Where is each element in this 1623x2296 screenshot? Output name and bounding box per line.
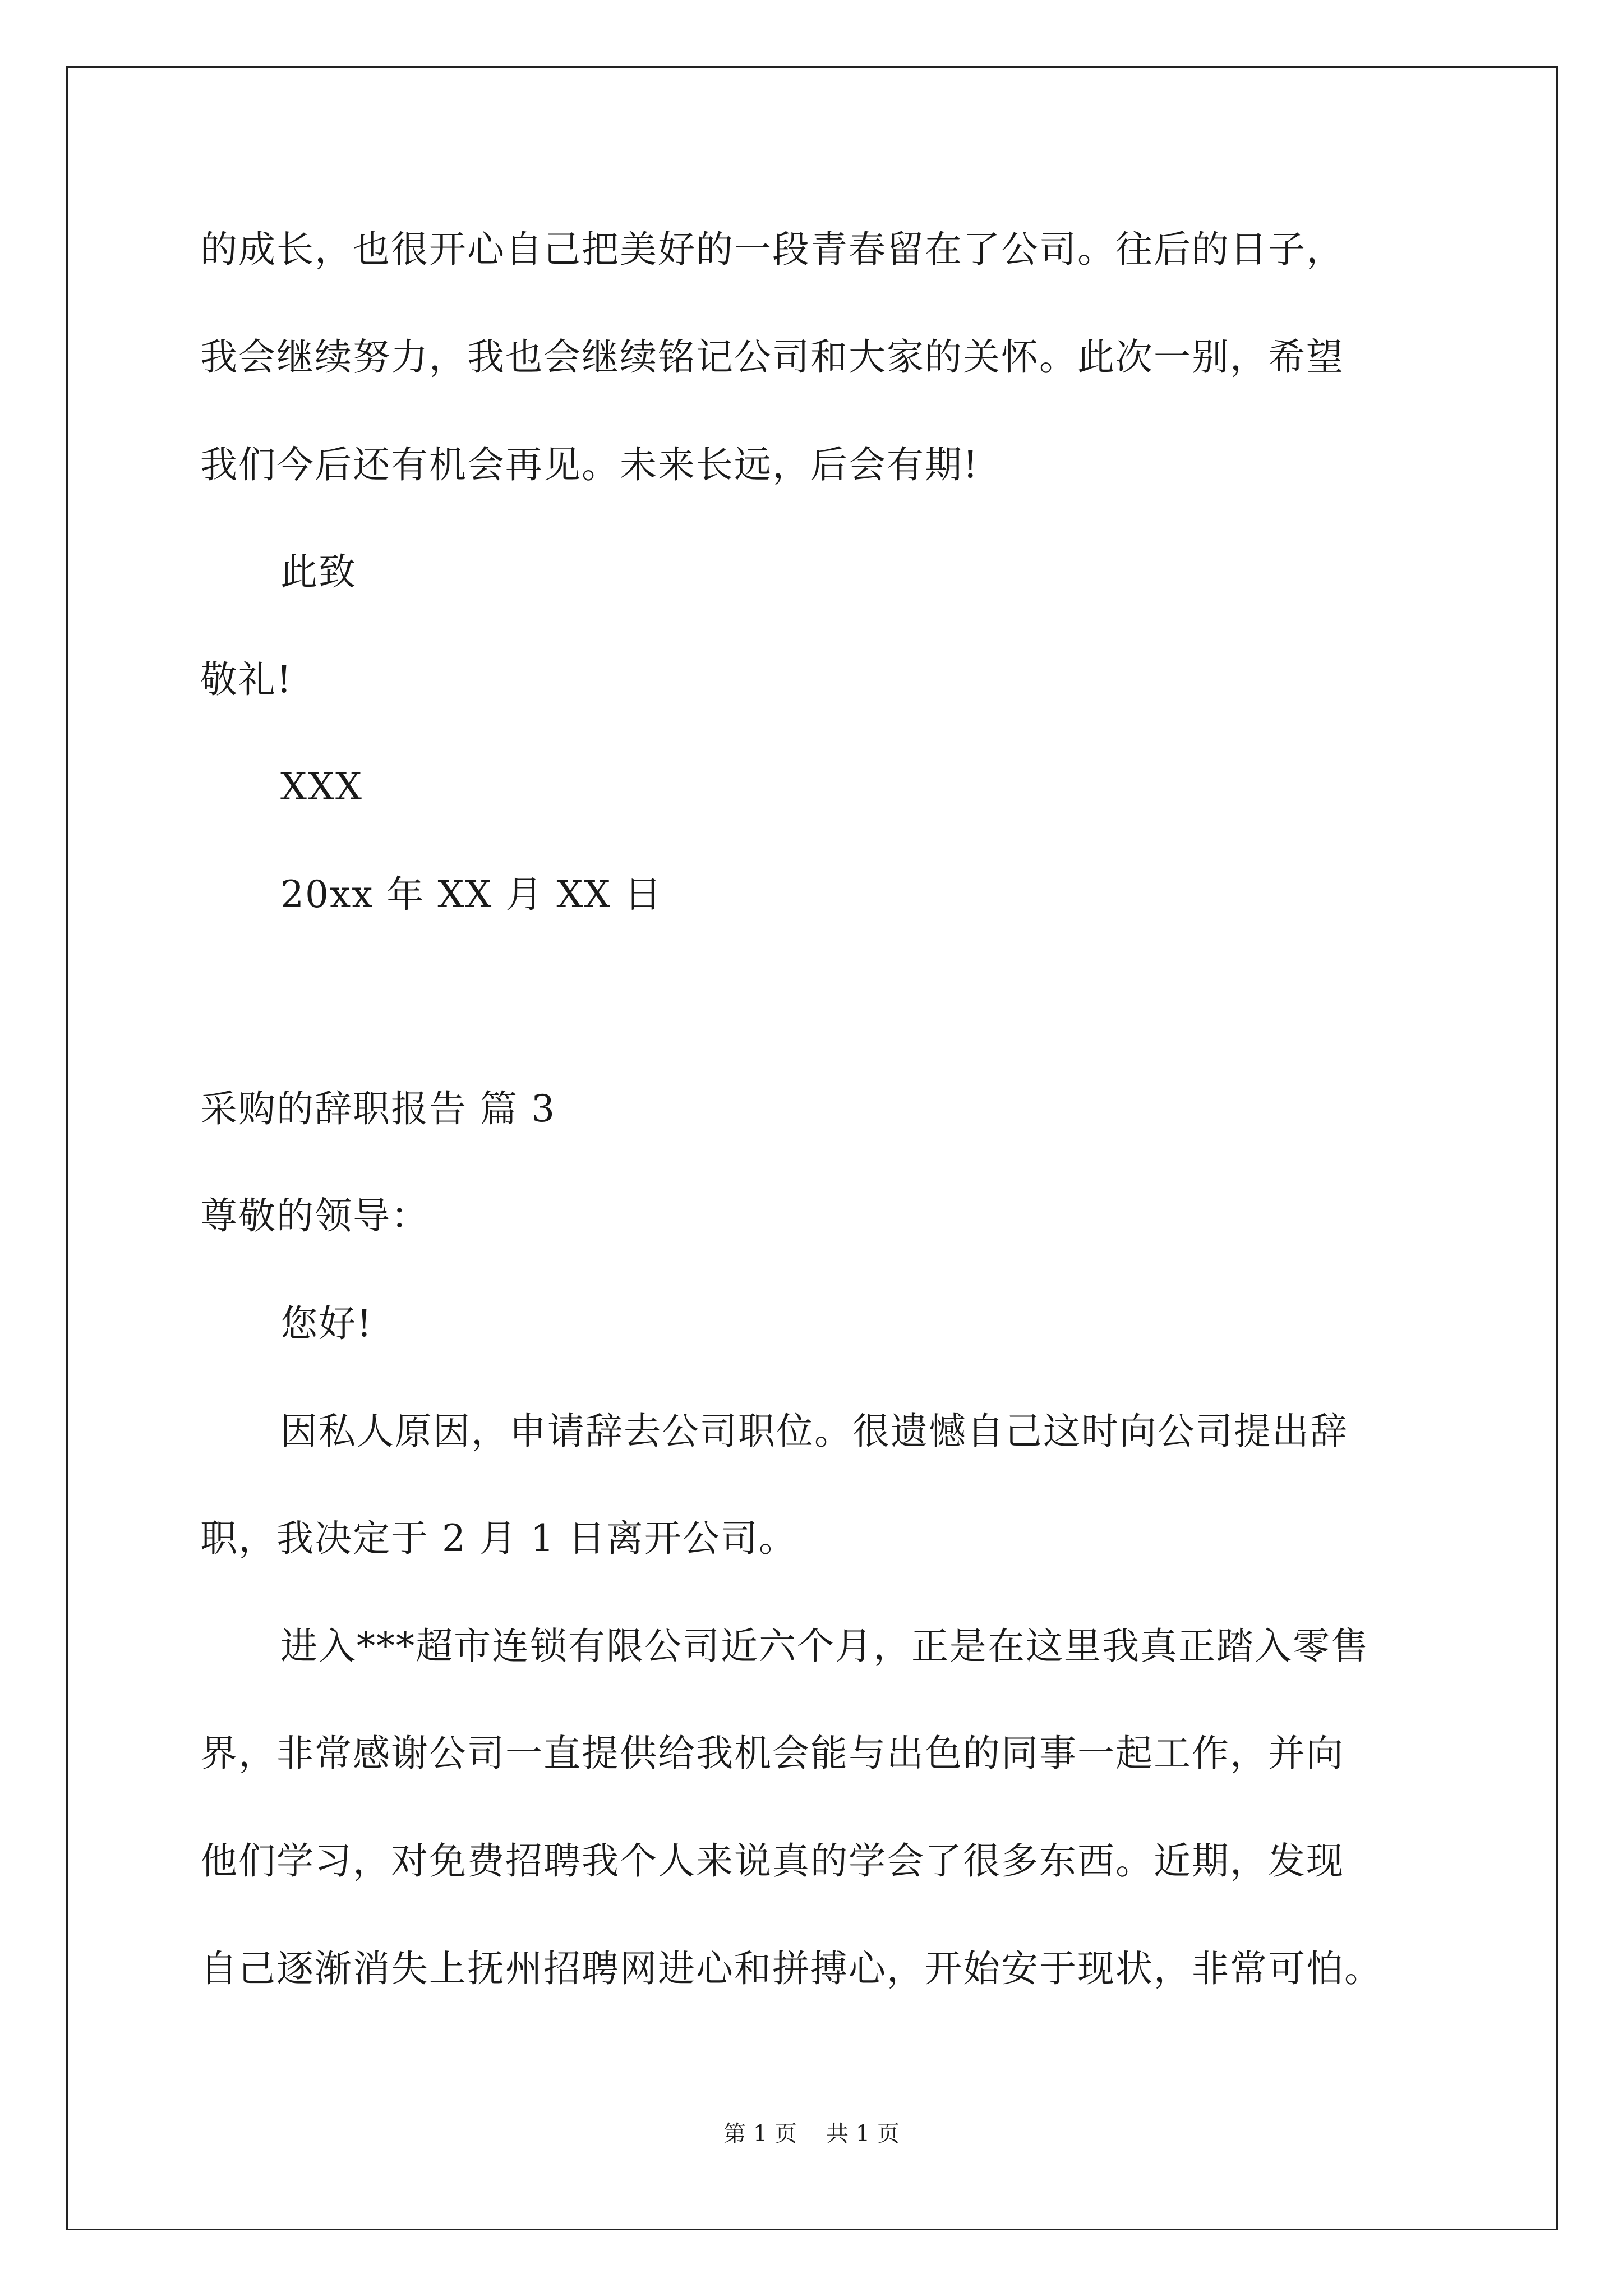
section-title: 采购的辞职报告 篇 3 xyxy=(200,1087,556,1130)
body-line: 我会继续努力，我也会继续铭记公司和大家的关怀。此次一别，希望 xyxy=(200,335,1344,379)
page-footer xyxy=(0,2120,1623,2147)
total-pages: 共 1 页 xyxy=(826,2121,900,2147)
date: 20xx 年 XX 月 XX 日 xyxy=(280,873,663,916)
closing: 此致 xyxy=(280,550,357,593)
body-line: 自己逐渐消失上抚州招聘网进心和拼搏心，开始安于现状，非常可怕。 xyxy=(200,1947,1382,1990)
hello: 您好! xyxy=(280,1302,373,1345)
body-line: 我们今后还有机会再见。未来长远，后会有期! xyxy=(200,443,979,486)
body-line: 的成长，也很开心自己把美好的一段青春留在了公司。往后的日子， xyxy=(200,228,1344,271)
salutation: 敬礼! xyxy=(200,658,293,701)
page-number: 第 1 页 xyxy=(723,2121,797,2147)
body-line: 他们学习，对免费招聘我个人来说真的学会了很多东西。近期，发现 xyxy=(200,1839,1344,1883)
page-frame xyxy=(66,66,1558,2230)
body-line: 进入***超市连锁有限公司近六个月，正是在这里我真正踏入零售 xyxy=(280,1625,1369,1668)
body-line: 界，非常感谢公司一直提供给我机会能与出色的同事一起工作，并向 xyxy=(200,1732,1344,1775)
body-line: 职，我决定于 2 月 1 日离开公司。 xyxy=(200,1517,797,1560)
signature: XXX xyxy=(280,765,363,808)
greeting: 尊敬的领导： xyxy=(200,1194,429,1237)
body-line: 因私人原因，申请辞去公司职位。很遗憾自己这时向公司提出辞 xyxy=(280,1410,1348,1453)
